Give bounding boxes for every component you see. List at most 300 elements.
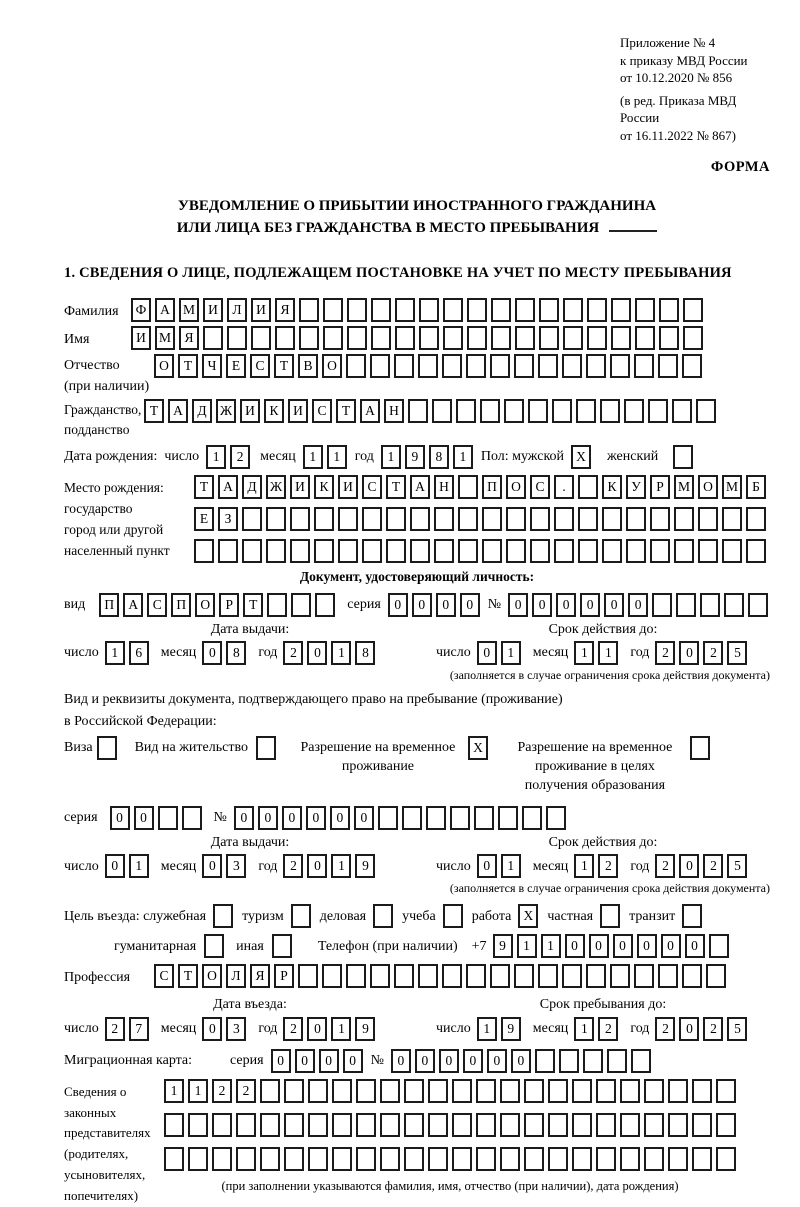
char-box[interactable] <box>634 354 654 378</box>
char-box[interactable] <box>371 326 391 350</box>
char-box[interactable] <box>648 399 668 423</box>
char-box[interactable]: 0 <box>388 593 408 617</box>
char-box[interactable]: Е <box>194 507 214 531</box>
char-box[interactable] <box>514 964 534 988</box>
char-box[interactable] <box>578 539 598 563</box>
checkbox-purpose-tourism[interactable] <box>291 904 311 928</box>
char-box[interactable]: 3 <box>226 1017 246 1041</box>
char-box[interactable] <box>490 964 510 988</box>
char-box[interactable] <box>476 1079 496 1103</box>
checkbox-purpose-business[interactable] <box>373 904 393 928</box>
char-box[interactable]: Т <box>194 475 214 499</box>
char-box[interactable]: 9 <box>355 854 375 878</box>
char-box[interactable]: С <box>362 475 382 499</box>
char-box[interactable]: В <box>298 354 318 378</box>
char-box[interactable] <box>700 593 720 617</box>
char-box[interactable]: С <box>312 399 332 423</box>
char-box[interactable]: 0 <box>511 1049 531 1073</box>
char-box[interactable]: Т <box>274 354 294 378</box>
char-box[interactable]: Ф <box>131 298 151 322</box>
char-box[interactable]: Т <box>178 354 198 378</box>
char-box[interactable] <box>602 539 622 563</box>
char-box[interactable] <box>443 326 463 350</box>
char-box[interactable]: Ч <box>202 354 222 378</box>
char-box[interactable] <box>635 326 655 350</box>
char-box[interactable]: М <box>179 298 199 322</box>
char-box[interactable] <box>452 1147 472 1171</box>
char-box[interactable]: Т <box>336 399 356 423</box>
char-box[interactable] <box>242 539 262 563</box>
char-box[interactable] <box>652 593 672 617</box>
char-box[interactable] <box>709 934 729 958</box>
char-box[interactable]: 1 <box>188 1079 208 1103</box>
char-box[interactable]: 2 <box>655 854 675 878</box>
char-box[interactable]: 0 <box>460 593 480 617</box>
char-box[interactable] <box>746 539 766 563</box>
char-box[interactable]: 0 <box>685 934 705 958</box>
char-box[interactable] <box>476 1113 496 1137</box>
char-box[interactable]: Я <box>179 326 199 350</box>
char-box[interactable] <box>572 1113 592 1137</box>
char-box[interactable] <box>442 354 462 378</box>
char-box[interactable]: 0 <box>202 1017 222 1041</box>
char-box[interactable] <box>314 507 334 531</box>
char-box[interactable] <box>338 539 358 563</box>
char-box[interactable]: Т <box>178 964 198 988</box>
char-box[interactable]: 1 <box>327 445 347 469</box>
char-box[interactable]: 0 <box>234 806 254 830</box>
checkbox-male[interactable]: X <box>571 445 591 469</box>
char-box[interactable] <box>658 354 678 378</box>
char-box[interactable] <box>668 1113 688 1137</box>
char-box[interactable] <box>698 539 718 563</box>
char-box[interactable]: 0 <box>439 1049 459 1073</box>
char-box[interactable]: 8 <box>429 445 449 469</box>
char-box[interactable] <box>458 507 478 531</box>
char-box[interactable]: 0 <box>391 1049 411 1073</box>
char-box[interactable] <box>194 539 214 563</box>
char-box[interactable]: М <box>674 475 694 499</box>
char-box[interactable] <box>408 399 428 423</box>
char-box[interactable] <box>634 964 654 988</box>
char-box[interactable] <box>683 298 703 322</box>
char-box[interactable]: П <box>482 475 502 499</box>
char-box[interactable]: О <box>322 354 342 378</box>
char-box[interactable]: Л <box>227 298 247 322</box>
char-box[interactable] <box>535 1049 555 1073</box>
char-box[interactable] <box>524 1147 544 1171</box>
char-box[interactable]: И <box>251 298 271 322</box>
char-box[interactable]: А <box>168 399 188 423</box>
char-box[interactable] <box>380 1079 400 1103</box>
char-box[interactable]: 2 <box>230 445 250 469</box>
char-box[interactable]: 1 <box>574 854 594 878</box>
char-box[interactable]: 0 <box>415 1049 435 1073</box>
char-box[interactable]: 0 <box>110 806 130 830</box>
char-box[interactable]: А <box>123 593 143 617</box>
char-box[interactable]: О <box>506 475 526 499</box>
char-box[interactable]: Т <box>386 475 406 499</box>
char-box[interactable] <box>386 539 406 563</box>
char-box[interactable]: 0 <box>613 934 633 958</box>
char-box[interactable] <box>506 539 526 563</box>
char-box[interactable] <box>347 298 367 322</box>
char-box[interactable] <box>607 1049 627 1073</box>
char-box[interactable] <box>380 1113 400 1137</box>
char-box[interactable] <box>548 1147 568 1171</box>
char-box[interactable] <box>182 806 202 830</box>
char-box[interactable]: М <box>155 326 175 350</box>
char-box[interactable]: 0 <box>508 593 528 617</box>
char-box[interactable] <box>698 507 718 531</box>
char-box[interactable]: Д <box>242 475 262 499</box>
char-box[interactable] <box>432 399 452 423</box>
char-box[interactable]: 1 <box>105 641 125 665</box>
char-box[interactable]: 1 <box>477 1017 497 1041</box>
char-box[interactable] <box>539 326 559 350</box>
char-box[interactable] <box>290 507 310 531</box>
char-box[interactable] <box>500 1079 520 1103</box>
char-box[interactable] <box>395 326 415 350</box>
char-box[interactable] <box>404 1147 424 1171</box>
char-box[interactable] <box>452 1113 472 1137</box>
char-box[interactable] <box>188 1147 208 1171</box>
char-box[interactable]: 2 <box>703 641 723 665</box>
char-box[interactable] <box>370 354 390 378</box>
char-box[interactable] <box>490 354 510 378</box>
char-box[interactable]: К <box>602 475 622 499</box>
char-box[interactable]: 3 <box>226 854 246 878</box>
char-box[interactable] <box>442 964 462 988</box>
char-box[interactable]: Н <box>384 399 404 423</box>
char-box[interactable] <box>674 507 694 531</box>
char-box[interactable] <box>683 326 703 350</box>
char-box[interactable] <box>559 1049 579 1073</box>
char-box[interactable] <box>434 539 454 563</box>
char-box[interactable]: 9 <box>355 1017 375 1041</box>
char-box[interactable] <box>546 806 566 830</box>
char-box[interactable] <box>452 1079 472 1103</box>
checkbox-purpose-humanitarian[interactable] <box>204 934 224 958</box>
char-box[interactable] <box>626 507 646 531</box>
char-box[interactable]: 2 <box>655 1017 675 1041</box>
char-box[interactable]: 0 <box>271 1049 291 1073</box>
char-box[interactable] <box>514 354 534 378</box>
char-box[interactable] <box>236 1113 256 1137</box>
char-box[interactable]: 1 <box>574 1017 594 1041</box>
char-box[interactable] <box>620 1079 640 1103</box>
char-box[interactable]: 1 <box>381 445 401 469</box>
char-box[interactable]: С <box>530 475 550 499</box>
char-box[interactable] <box>284 1113 304 1137</box>
char-box[interactable] <box>404 1079 424 1103</box>
char-box[interactable]: 6 <box>129 641 149 665</box>
char-box[interactable] <box>267 593 287 617</box>
char-box[interactable]: А <box>410 475 430 499</box>
char-box[interactable] <box>682 964 702 988</box>
char-box[interactable]: Р <box>274 964 294 988</box>
char-box[interactable]: 5 <box>727 854 747 878</box>
char-box[interactable] <box>722 507 742 531</box>
char-box[interactable] <box>298 964 318 988</box>
char-box[interactable]: . <box>554 475 574 499</box>
char-box[interactable] <box>563 298 583 322</box>
char-box[interactable] <box>522 806 542 830</box>
char-box[interactable] <box>164 1113 184 1137</box>
char-box[interactable] <box>500 1113 520 1137</box>
char-box[interactable] <box>548 1079 568 1103</box>
checkbox-visa[interactable] <box>97 736 117 760</box>
char-box[interactable]: И <box>288 399 308 423</box>
char-box[interactable] <box>524 1113 544 1137</box>
char-box[interactable]: 2 <box>105 1017 125 1041</box>
char-box[interactable] <box>515 326 535 350</box>
char-box[interactable]: 0 <box>637 934 657 958</box>
char-box[interactable]: И <box>203 298 223 322</box>
char-box[interactable]: 2 <box>212 1079 232 1103</box>
char-box[interactable]: 1 <box>574 641 594 665</box>
checkbox-female[interactable] <box>673 445 693 469</box>
char-box[interactable] <box>362 507 382 531</box>
char-box[interactable] <box>291 593 311 617</box>
char-box[interactable]: С <box>154 964 174 988</box>
char-box[interactable] <box>626 539 646 563</box>
checkbox-purpose-study[interactable] <box>443 904 463 928</box>
char-box[interactable]: 1 <box>598 641 618 665</box>
char-box[interactable]: 2 <box>236 1079 256 1103</box>
char-box[interactable] <box>524 1079 544 1103</box>
char-box[interactable]: О <box>154 354 174 378</box>
checkbox-temp-residence-edu[interactable] <box>690 736 710 760</box>
char-box[interactable] <box>538 354 558 378</box>
char-box[interactable] <box>716 1113 736 1137</box>
char-box[interactable] <box>308 1113 328 1137</box>
char-box[interactable] <box>394 354 414 378</box>
char-box[interactable]: 2 <box>283 641 303 665</box>
char-box[interactable] <box>356 1147 376 1171</box>
char-box[interactable] <box>260 1147 280 1171</box>
char-box[interactable]: 0 <box>661 934 681 958</box>
char-box[interactable]: Е <box>226 354 246 378</box>
char-box[interactable] <box>539 298 559 322</box>
char-box[interactable]: 1 <box>164 1079 184 1103</box>
char-box[interactable] <box>596 1113 616 1137</box>
char-box[interactable]: И <box>131 326 151 350</box>
char-box[interactable] <box>434 507 454 531</box>
char-box[interactable] <box>530 539 550 563</box>
char-box[interactable] <box>554 507 574 531</box>
char-box[interactable] <box>515 298 535 322</box>
char-box[interactable]: 9 <box>405 445 425 469</box>
char-box[interactable] <box>620 1113 640 1137</box>
char-box[interactable] <box>362 539 382 563</box>
char-box[interactable] <box>218 539 238 563</box>
char-box[interactable]: 0 <box>556 593 576 617</box>
char-box[interactable]: Т <box>144 399 164 423</box>
char-box[interactable] <box>572 1147 592 1171</box>
char-box[interactable] <box>587 298 607 322</box>
char-box[interactable] <box>467 326 487 350</box>
char-box[interactable] <box>227 326 247 350</box>
char-box[interactable]: А <box>218 475 238 499</box>
char-box[interactable] <box>402 806 422 830</box>
char-box[interactable] <box>644 1079 664 1103</box>
char-box[interactable] <box>562 354 582 378</box>
char-box[interactable]: 0 <box>589 934 609 958</box>
char-box[interactable] <box>346 964 366 988</box>
char-box[interactable] <box>611 298 631 322</box>
char-box[interactable]: 0 <box>436 593 456 617</box>
char-box[interactable] <box>284 1147 304 1171</box>
checkbox-purpose-official[interactable] <box>213 904 233 928</box>
char-box[interactable] <box>323 326 343 350</box>
char-box[interactable]: 1 <box>501 854 521 878</box>
char-box[interactable]: 2 <box>703 1017 723 1041</box>
char-box[interactable] <box>746 507 766 531</box>
char-box[interactable] <box>658 964 678 988</box>
char-box[interactable]: 1 <box>331 641 351 665</box>
char-box[interactable] <box>284 1079 304 1103</box>
char-box[interactable] <box>410 507 430 531</box>
char-box[interactable]: 1 <box>541 934 561 958</box>
char-box[interactable]: 0 <box>319 1049 339 1073</box>
char-box[interactable] <box>692 1147 712 1171</box>
char-box[interactable] <box>299 326 319 350</box>
char-box[interactable]: С <box>250 354 270 378</box>
char-box[interactable] <box>548 1113 568 1137</box>
char-box[interactable]: 0 <box>202 641 222 665</box>
char-box[interactable] <box>674 539 694 563</box>
char-box[interactable] <box>716 1147 736 1171</box>
char-box[interactable] <box>450 806 470 830</box>
char-box[interactable] <box>659 298 679 322</box>
char-box[interactable]: 2 <box>283 854 303 878</box>
char-box[interactable] <box>586 964 606 988</box>
char-box[interactable] <box>644 1147 664 1171</box>
char-box[interactable] <box>419 298 439 322</box>
char-box[interactable]: 0 <box>604 593 624 617</box>
char-box[interactable]: 0 <box>477 854 497 878</box>
char-box[interactable] <box>418 964 438 988</box>
char-box[interactable]: П <box>99 593 119 617</box>
char-box[interactable] <box>380 1147 400 1171</box>
char-box[interactable]: 2 <box>655 641 675 665</box>
char-box[interactable]: 0 <box>354 806 374 830</box>
char-box[interactable] <box>458 475 478 499</box>
char-box[interactable]: 1 <box>453 445 473 469</box>
char-box[interactable]: 1 <box>331 1017 351 1041</box>
char-box[interactable] <box>480 399 500 423</box>
char-box[interactable] <box>308 1147 328 1171</box>
char-box[interactable]: И <box>290 475 310 499</box>
char-box[interactable]: 0 <box>307 641 327 665</box>
char-box[interactable] <box>212 1147 232 1171</box>
char-box[interactable] <box>576 399 596 423</box>
char-box[interactable] <box>347 326 367 350</box>
char-box[interactable]: 0 <box>679 1017 699 1041</box>
char-box[interactable]: 0 <box>295 1049 315 1073</box>
char-box[interactable] <box>370 964 390 988</box>
char-box[interactable]: 5 <box>727 1017 747 1041</box>
char-box[interactable] <box>323 298 343 322</box>
char-box[interactable] <box>620 1147 640 1171</box>
char-box[interactable] <box>696 399 716 423</box>
char-box[interactable] <box>332 1079 352 1103</box>
checkbox-residence-permit[interactable] <box>256 736 276 760</box>
char-box[interactable]: З <box>218 507 238 531</box>
char-box[interactable]: 1 <box>331 854 351 878</box>
char-box[interactable] <box>682 354 702 378</box>
char-box[interactable]: 0 <box>330 806 350 830</box>
char-box[interactable] <box>586 354 606 378</box>
char-box[interactable]: 0 <box>307 854 327 878</box>
char-box[interactable]: 0 <box>463 1049 483 1073</box>
char-box[interactable] <box>332 1147 352 1171</box>
char-box[interactable] <box>572 1079 592 1103</box>
char-box[interactable] <box>314 539 334 563</box>
char-box[interactable] <box>600 399 620 423</box>
char-box[interactable] <box>158 806 178 830</box>
char-box[interactable]: 1 <box>303 445 323 469</box>
char-box[interactable] <box>395 298 415 322</box>
char-box[interactable]: К <box>264 399 284 423</box>
char-box[interactable]: Р <box>650 475 670 499</box>
char-box[interactable] <box>583 1049 603 1073</box>
char-box[interactable] <box>356 1113 376 1137</box>
char-box[interactable] <box>275 326 295 350</box>
char-box[interactable]: 0 <box>477 641 497 665</box>
char-box[interactable] <box>611 326 631 350</box>
char-box[interactable] <box>562 964 582 988</box>
char-box[interactable] <box>602 507 622 531</box>
char-box[interactable] <box>338 507 358 531</box>
char-box[interactable]: С <box>147 593 167 617</box>
char-box[interactable]: 2 <box>598 1017 618 1041</box>
char-box[interactable] <box>491 326 511 350</box>
char-box[interactable] <box>428 1079 448 1103</box>
char-box[interactable] <box>668 1147 688 1171</box>
char-box[interactable] <box>504 399 524 423</box>
char-box[interactable]: 1 <box>206 445 226 469</box>
char-box[interactable] <box>236 1147 256 1171</box>
char-box[interactable]: Я <box>250 964 270 988</box>
char-box[interactable]: 0 <box>679 641 699 665</box>
char-box[interactable]: У <box>626 475 646 499</box>
char-box[interactable] <box>443 298 463 322</box>
char-box[interactable]: 1 <box>129 854 149 878</box>
char-box[interactable] <box>188 1113 208 1137</box>
char-box[interactable] <box>672 399 692 423</box>
char-box[interactable] <box>419 326 439 350</box>
char-box[interactable] <box>578 507 598 531</box>
char-box[interactable]: И <box>240 399 260 423</box>
char-box[interactable] <box>466 964 486 988</box>
char-box[interactable] <box>482 507 502 531</box>
char-box[interactable]: 0 <box>307 1017 327 1041</box>
char-box[interactable] <box>456 399 476 423</box>
char-box[interactable] <box>563 326 583 350</box>
char-box[interactable] <box>260 1079 280 1103</box>
char-box[interactable]: О <box>698 475 718 499</box>
char-box[interactable] <box>530 507 550 531</box>
char-box[interactable]: А <box>155 298 175 322</box>
char-box[interactable]: 0 <box>679 854 699 878</box>
char-box[interactable] <box>467 298 487 322</box>
char-box[interactable] <box>266 539 286 563</box>
char-box[interactable]: 0 <box>202 854 222 878</box>
char-box[interactable]: 0 <box>105 854 125 878</box>
char-box[interactable]: 0 <box>565 934 585 958</box>
